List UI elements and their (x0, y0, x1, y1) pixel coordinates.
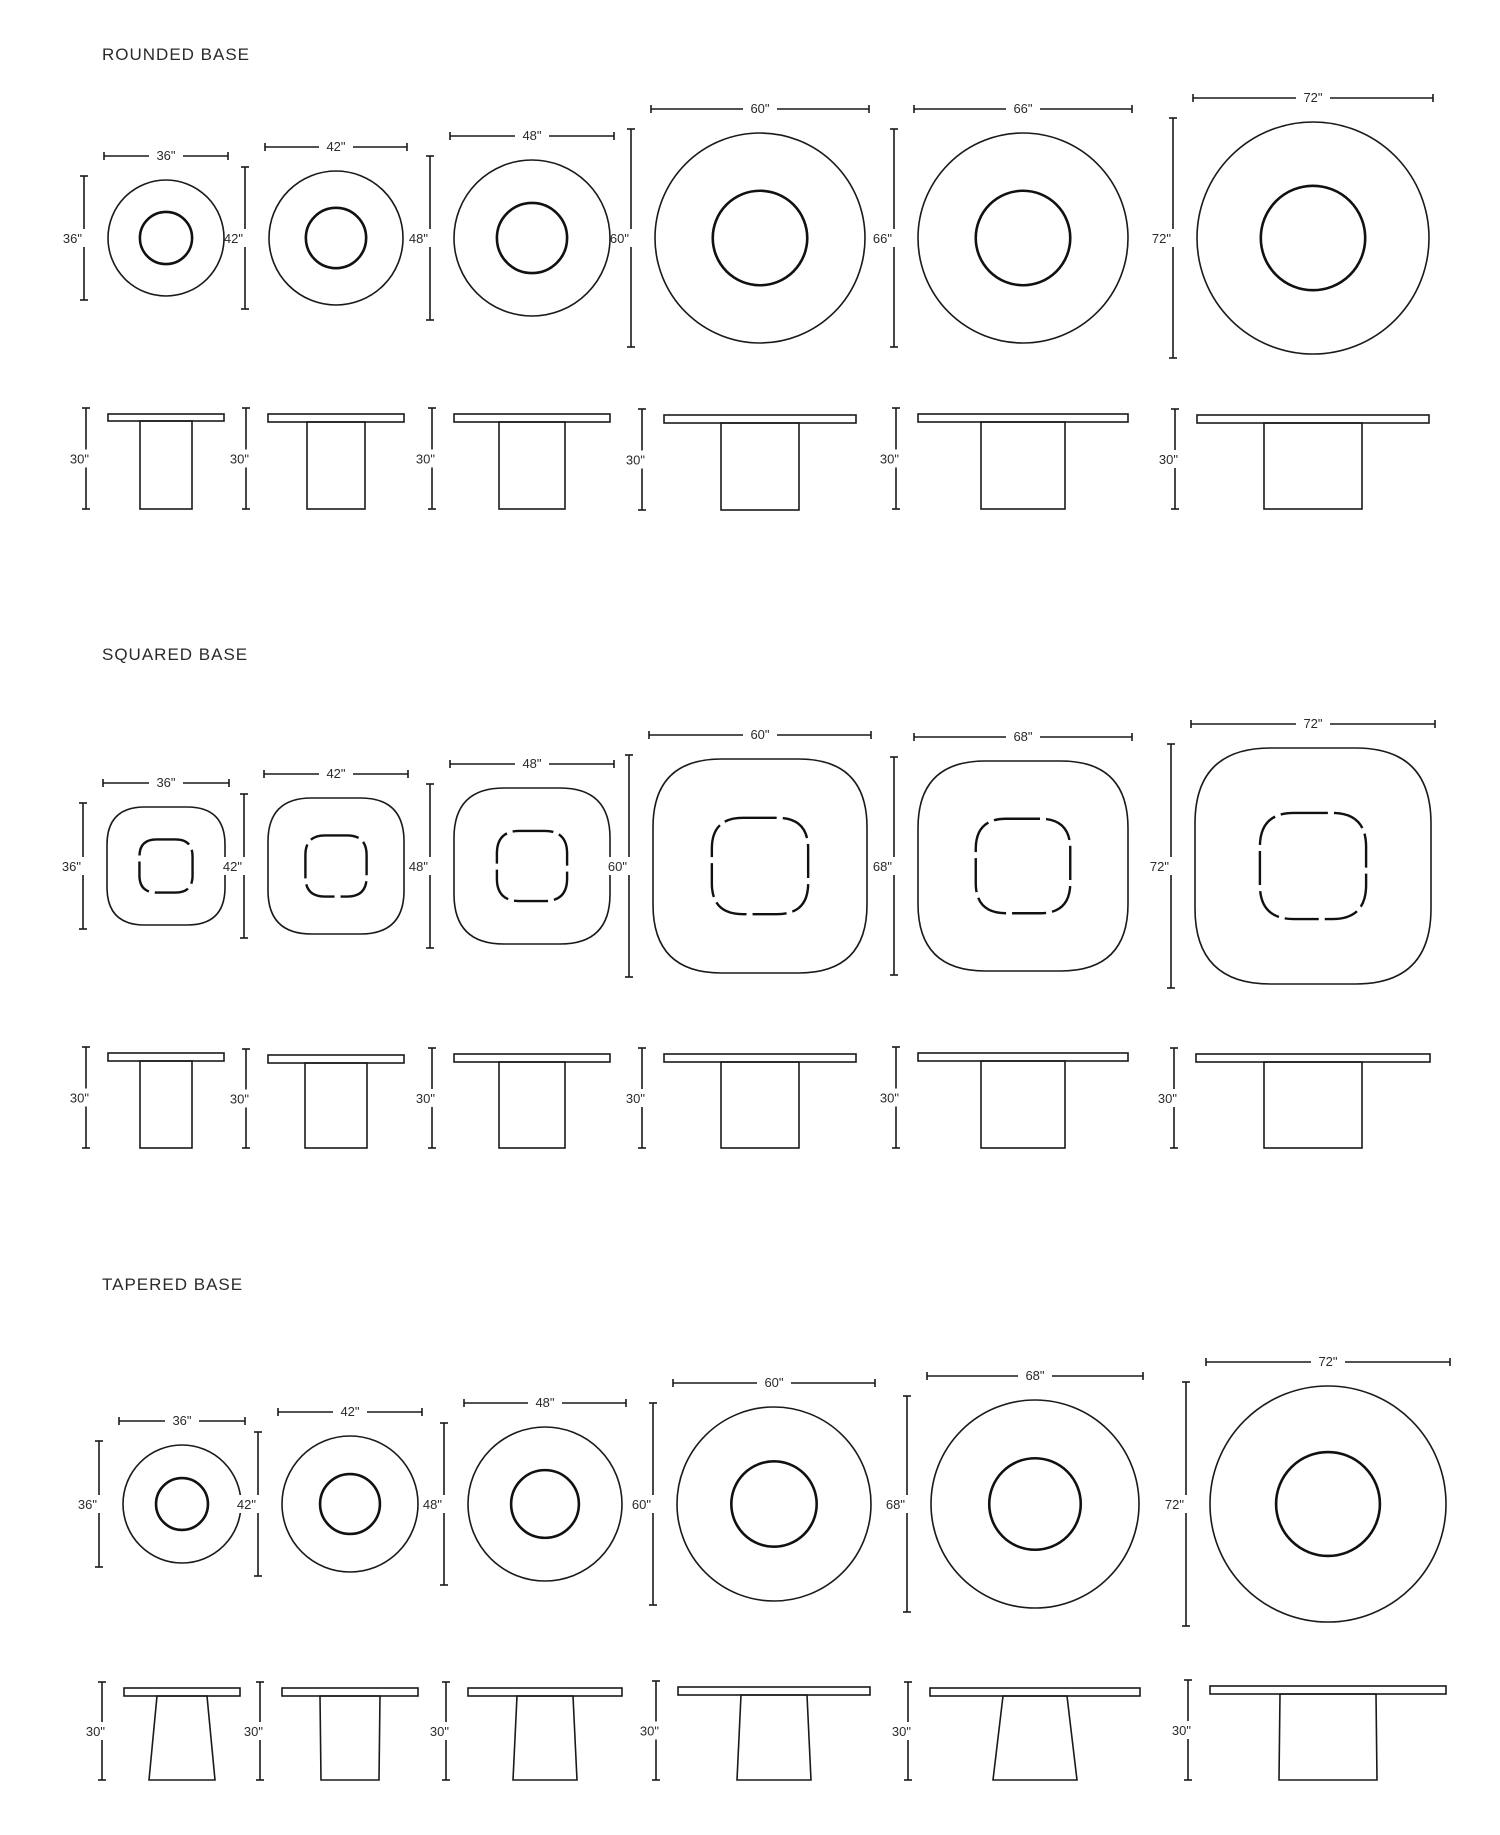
rounded-table-4-base-outline (713, 191, 808, 286)
rounded-table-4-side-base (721, 423, 799, 510)
section-rounded-base (63, 45, 1433, 510)
tapered-table-1 (78, 1412, 245, 1780)
squared-table-3-width-label: 48" (522, 756, 542, 771)
rounded-table-2-width-label: 42" (326, 139, 346, 154)
tapered-table-2 (237, 1403, 422, 1780)
squared-table-5-width-label: 68" (1013, 729, 1033, 744)
rounded-table-1-depth-label: 36" (62, 231, 82, 246)
squared-table-4-height-label: 30" (625, 1091, 645, 1106)
section-tapered-base (78, 1275, 1450, 1780)
rounded-table-4-side-tabletop (664, 415, 856, 423)
tapered-table-1-top-outline (123, 1445, 241, 1563)
squared-table-2-depth-label: 42" (222, 859, 242, 874)
squared-table-4-top-outline (653, 759, 867, 973)
tapered-table-5-height-label: 30" (891, 1724, 911, 1739)
tapered-table-5 (886, 1367, 1143, 1780)
rounded-table-1-side-base (140, 421, 192, 509)
tapered-table-5-side-base (993, 1696, 1077, 1780)
squared-table-6-width-label: 72" (1303, 716, 1323, 731)
squared-table-1-height-label: 30" (69, 1090, 89, 1106)
rounded-table-1-side-tabletop (108, 414, 224, 421)
rounded-table-3 (409, 127, 614, 509)
rounded-table-2 (224, 138, 407, 509)
section-title-rounded-base: ROUNDED BASE (102, 45, 251, 64)
rounded-table-6 (1152, 89, 1433, 509)
tapered-table-3-base-outline (511, 1470, 579, 1538)
tapered-table-4-depth-label: 60" (631, 1497, 651, 1512)
tapered-table-6-side-tabletop (1210, 1686, 1446, 1694)
tapered-table-4-base-outline (731, 1461, 816, 1546)
squared-table-3-depth-label: 48" (408, 859, 428, 874)
squared-table-2-side-tabletop (268, 1055, 404, 1063)
rounded-table-5-height-label: 30" (879, 451, 899, 467)
rounded-table-1 (63, 147, 228, 509)
squared-table-6-side-tabletop (1196, 1054, 1430, 1062)
tapered-table-3 (423, 1394, 626, 1780)
tapered-table-5-top-outline (931, 1400, 1139, 1608)
tapered-table-2-depth-label: 42" (236, 1497, 256, 1512)
tapered-table-3-width-label: 48" (535, 1395, 555, 1410)
rounded-table-2-top-outline (269, 171, 403, 305)
squared-table-4-base-outline (712, 818, 808, 914)
squared-table-4-depth-label: 60" (607, 859, 627, 874)
squared-table-4-side-tabletop (664, 1054, 856, 1062)
tapered-table-6 (1165, 1353, 1450, 1780)
squared-table-6 (1150, 715, 1435, 1148)
tapered-table-6-height-label: 30" (1171, 1723, 1191, 1738)
squared-table-3-base-outline (497, 831, 567, 901)
section-title-tapered-base: TAPERED BASE (102, 1275, 244, 1294)
squared-table-5-top-outline (918, 761, 1128, 971)
tapered-table-1-width-label: 36" (172, 1413, 192, 1428)
rounded-table-6-width-label: 72" (1303, 90, 1323, 105)
squared-table-2-top-outline (268, 798, 404, 934)
rounded-table-6-side-base (1264, 423, 1362, 509)
squared-table-3-side-tabletop (454, 1054, 610, 1062)
rounded-table-3-base-outline (497, 203, 567, 273)
rounded-table-3-side-base (499, 422, 565, 509)
tapered-table-1-base-outline (156, 1478, 208, 1530)
tapered-table-3-side-base (513, 1696, 577, 1780)
rounded-table-1-height-label: 30" (69, 451, 89, 467)
squared-table-5-height-label: 30" (879, 1090, 899, 1106)
squared-table-4-width-label: 60" (750, 727, 770, 742)
tapered-table-6-top-outline (1210, 1386, 1446, 1622)
squared-table-5-depth-label: 68" (872, 859, 892, 874)
rounded-table-6-base-outline (1261, 186, 1365, 290)
tapered-table-4-top-outline (677, 1407, 871, 1601)
tapered-table-4-height-label: 30" (639, 1723, 659, 1739)
section-squared-base (62, 645, 1435, 1148)
rounded-table-3-depth-label: 48" (408, 231, 428, 246)
squared-table-2 (223, 765, 408, 1148)
rounded-table-5-side-tabletop (918, 414, 1128, 422)
rounded-table-6-top-outline (1197, 122, 1429, 354)
rounded-table-3-width-label: 48" (522, 128, 542, 143)
tapered-table-2-side-tabletop (282, 1688, 418, 1696)
tapered-table-3-depth-label: 48" (422, 1497, 442, 1512)
squared-table-2-side-base (305, 1063, 367, 1148)
rounded-table-5-side-base (981, 422, 1065, 509)
rounded-table-4-top-outline (655, 133, 865, 343)
squared-table-6-top-outline (1195, 748, 1431, 984)
rounded-table-2-side-base (307, 422, 365, 509)
squared-table-4 (608, 726, 871, 1148)
rounded-table-6-side-tabletop (1197, 415, 1429, 423)
squared-table-2-height-label: 30" (229, 1091, 249, 1107)
tapered-table-1-height-label: 30" (85, 1724, 105, 1739)
squared-table-5-side-tabletop (918, 1053, 1128, 1061)
tapered-table-5-side-tabletop (930, 1688, 1140, 1696)
tapered-table-3-top-outline (468, 1427, 622, 1581)
rounded-table-2-side-tabletop (268, 414, 404, 422)
squared-table-6-depth-label: 72" (1149, 859, 1169, 874)
rounded-table-4-height-label: 30" (625, 452, 645, 468)
rounded-table-4-width-label: 60" (750, 101, 770, 116)
squared-table-6-side-base (1264, 1062, 1362, 1148)
squared-table-6-base-outline (1260, 813, 1366, 919)
rounded-table-6-height-label: 30" (1158, 452, 1178, 467)
rounded-table-5-width-label: 66" (1013, 101, 1033, 116)
tapered-table-4 (632, 1374, 875, 1780)
rounded-table-4 (610, 100, 869, 510)
squared-table-1-side-base (140, 1061, 192, 1148)
squared-table-1-depth-label: 36" (61, 859, 81, 874)
rounded-table-5-base-outline (976, 191, 1071, 286)
tapered-table-1-depth-label: 36" (77, 1497, 97, 1512)
rounded-table-2-depth-label: 42" (223, 231, 243, 246)
squared-table-3 (409, 755, 614, 1148)
squared-table-3-side-base (499, 1062, 565, 1148)
rounded-table-6-depth-label: 72" (1151, 231, 1171, 246)
tapered-table-5-width-label: 68" (1025, 1368, 1045, 1383)
tapered-table-6-side-base (1279, 1694, 1377, 1780)
tapered-table-6-base-outline (1276, 1452, 1380, 1556)
rounded-table-5-depth-label: 66" (872, 231, 892, 246)
squared-table-1-top-outline (107, 807, 225, 925)
tapered-table-6-depth-label: 72" (1164, 1497, 1184, 1512)
squared-table-1-base-outline (139, 839, 192, 892)
squared-table-6-height-label: 30" (1157, 1091, 1177, 1106)
tapered-table-5-base-outline (989, 1458, 1081, 1550)
tapered-table-2-side-base (320, 1696, 380, 1780)
tapered-table-2-height-label: 30" (243, 1724, 263, 1739)
rounded-table-1-base-outline (140, 212, 192, 264)
tapered-table-1-side-base (149, 1696, 215, 1780)
tapered-table-2-width-label: 42" (340, 1404, 360, 1419)
rounded-table-2-base-outline (306, 208, 366, 268)
tapered-table-4-width-label: 60" (764, 1375, 784, 1390)
squared-table-2-width-label: 42" (326, 766, 346, 781)
squared-table-5-base-outline (976, 819, 1071, 914)
section-title-squared-base: SQUARED BASE (102, 645, 249, 664)
tapered-table-5-depth-label: 68" (885, 1497, 905, 1512)
tapered-table-4-side-base (737, 1695, 811, 1780)
rounded-table-1-width-label: 36" (156, 148, 176, 163)
squared-table-3-height-label: 30" (415, 1091, 435, 1106)
squared-table-3-top-outline (454, 788, 610, 944)
tapered-table-1-side-tabletop (124, 1688, 240, 1696)
tapered-table-3-side-tabletop (468, 1688, 622, 1696)
tapered-table-4-side-tabletop (678, 1687, 870, 1695)
rounded-table-3-side-tabletop (454, 414, 610, 422)
rounded-table-3-height-label: 30" (415, 451, 435, 467)
rounded-table-1-top-outline (108, 180, 224, 296)
squared-table-1-width-label: 36" (156, 775, 176, 790)
squared-table-1-side-tabletop (108, 1053, 224, 1061)
rounded-table-2-height-label: 30" (229, 451, 249, 467)
tapered-table-2-top-outline (282, 1436, 418, 1572)
squared-table-4-side-base (721, 1062, 799, 1148)
squared-table-5 (873, 728, 1132, 1148)
tapered-table-3-height-label: 30" (429, 1724, 449, 1739)
rounded-table-5-top-outline (918, 133, 1128, 343)
squared-table-5-side-base (981, 1061, 1065, 1148)
rounded-table-4-depth-label: 60" (609, 231, 629, 246)
rounded-table-3-top-outline (454, 160, 610, 316)
tapered-table-6-width-label: 72" (1318, 1354, 1338, 1369)
rounded-table-5 (873, 100, 1132, 509)
squared-table-2-base-outline (305, 835, 366, 896)
squared-table-1 (62, 774, 229, 1148)
tapered-table-2-base-outline (320, 1474, 380, 1534)
